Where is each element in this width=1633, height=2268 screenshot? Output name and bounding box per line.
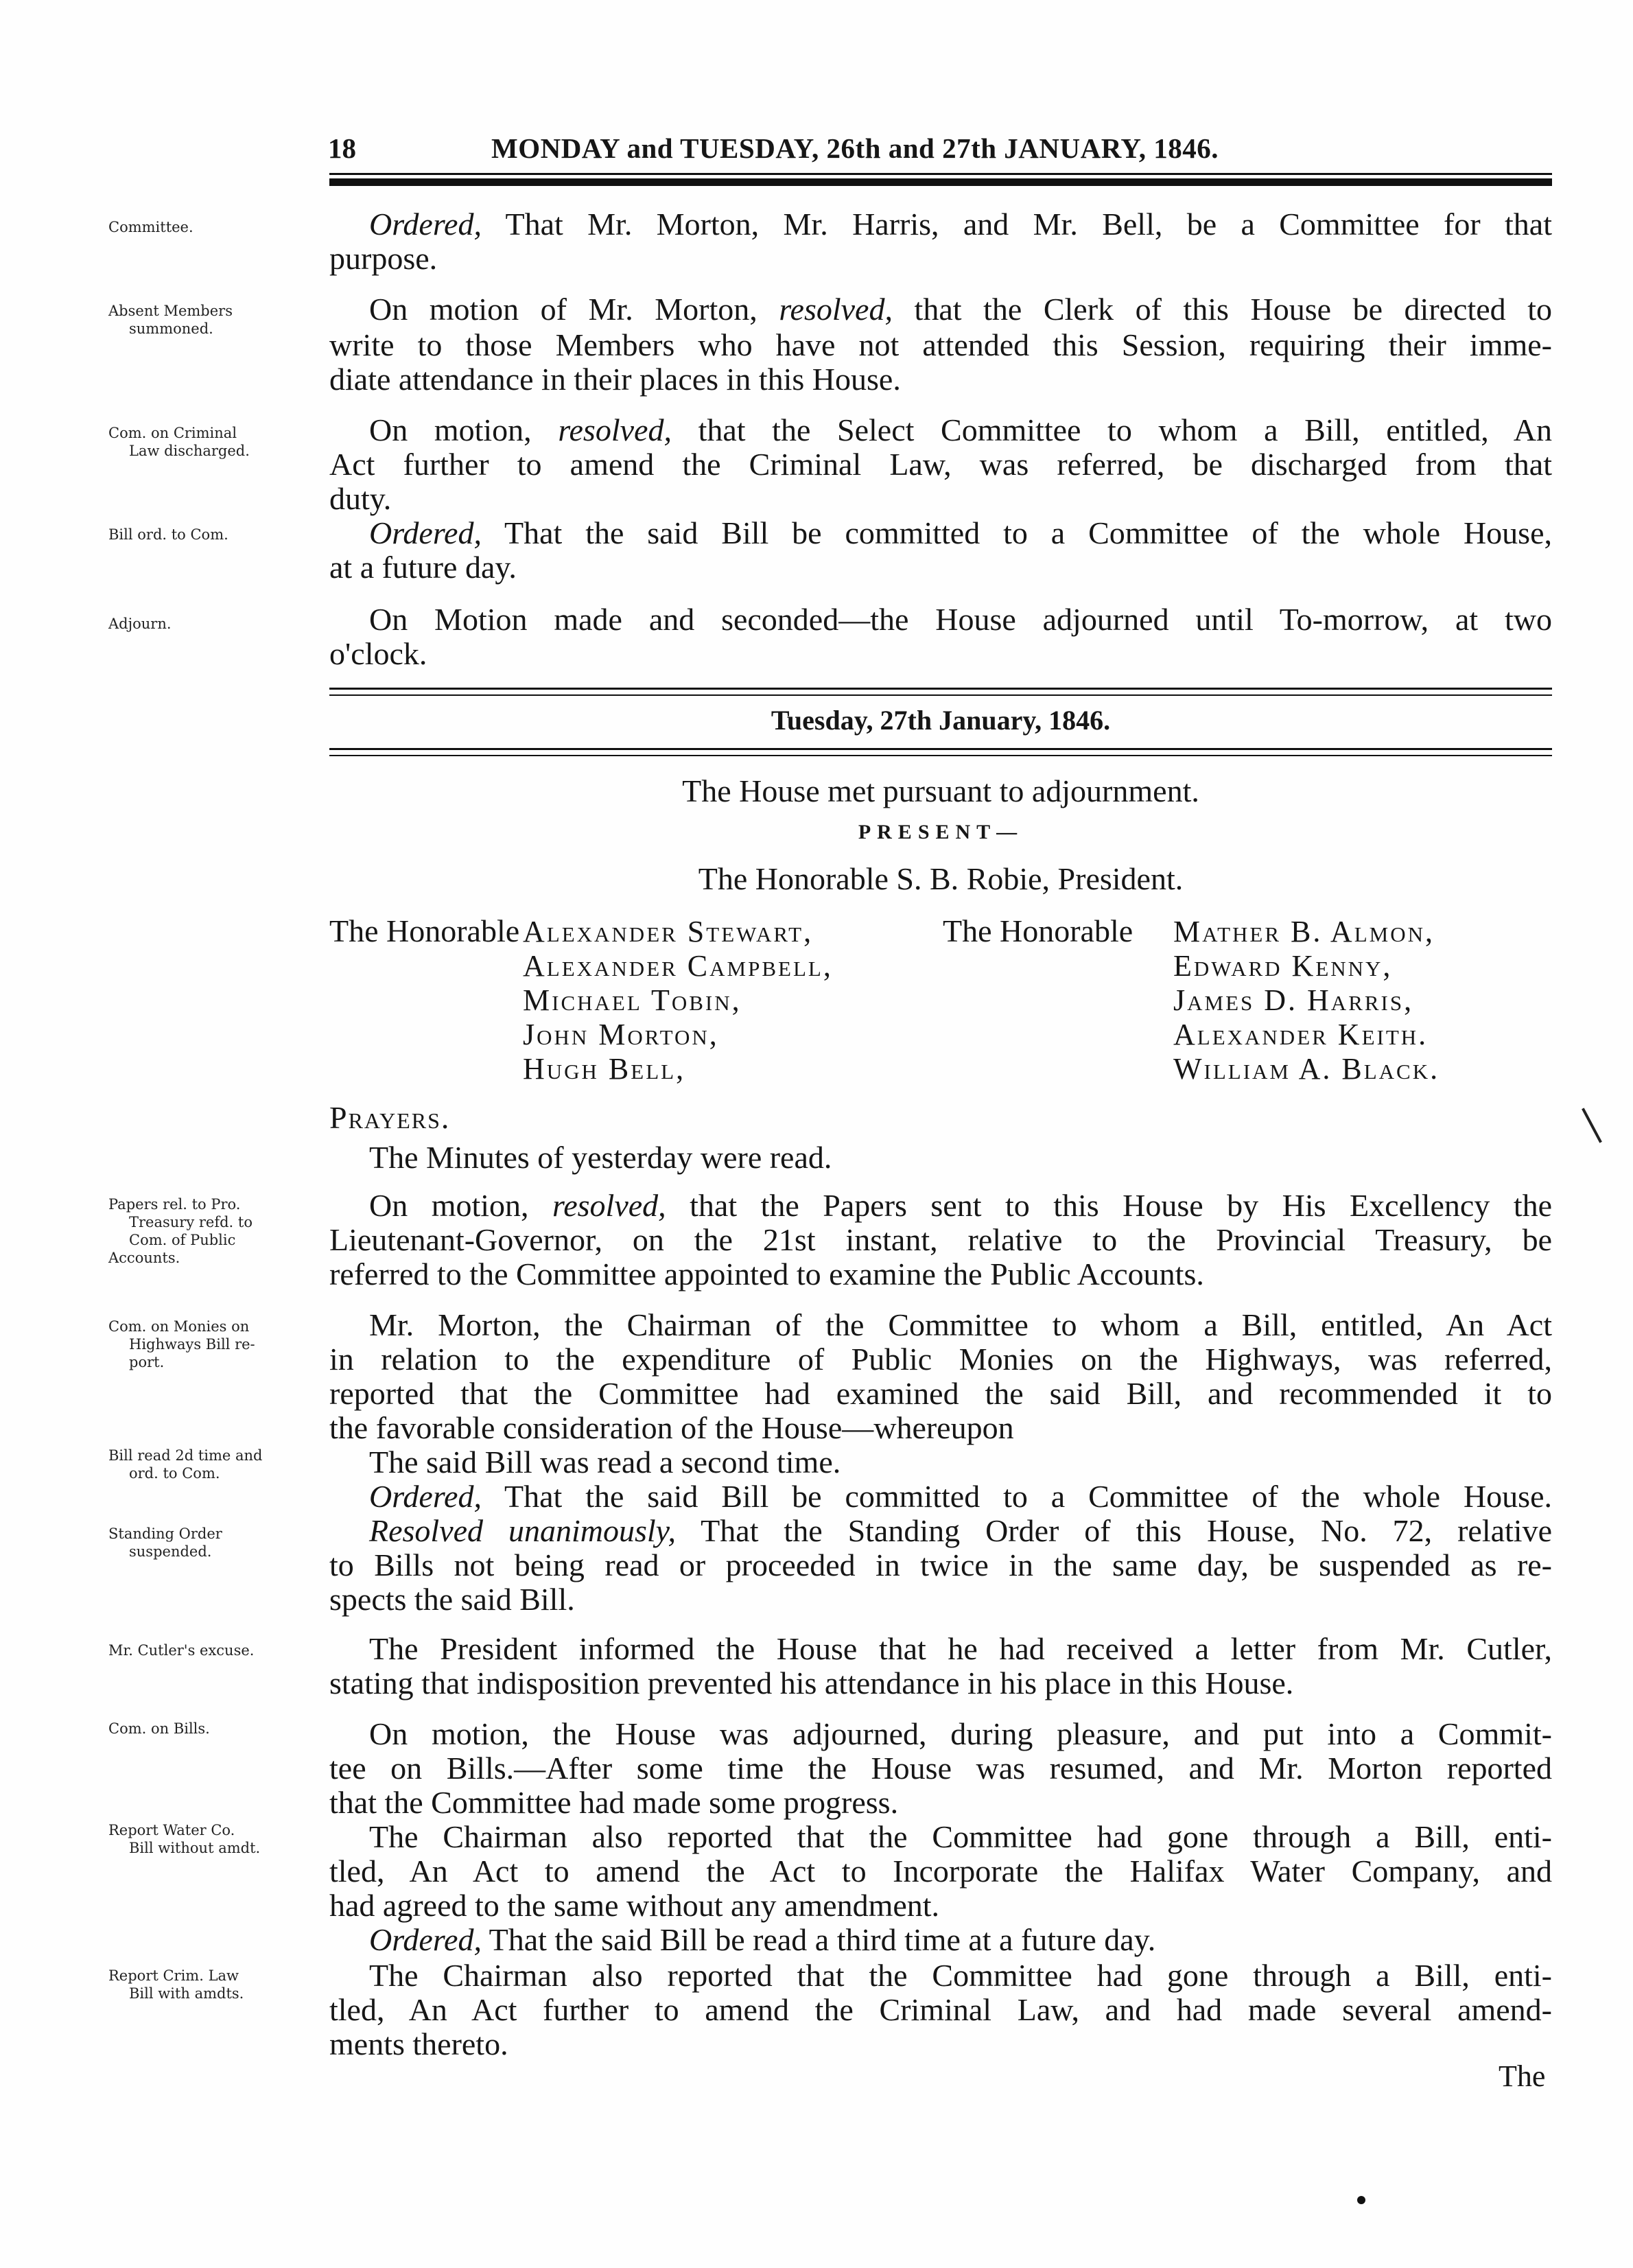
member-right-3: James D. Harris, [1173, 983, 1414, 1017]
catchword: The [1499, 2059, 1546, 2093]
page-number: 18 [328, 132, 356, 164]
margin-note-line: Com. of Public [129, 1232, 236, 1248]
member-left-3: Michael Tobin, [523, 983, 742, 1017]
section-rule-2a [329, 748, 1552, 750]
margin-note-line: port. [129, 1354, 165, 1370]
margin-note-com-bills [108, 1720, 335, 1738]
monday-para-2-line-3: diate attendance in their places in this House. [329, 362, 901, 397]
house-met-line: The House met pursuant to adjournment. [682, 773, 1199, 808]
section-rule-2b [329, 755, 1552, 756]
margin-note-line: Adjourn. [108, 616, 172, 632]
third-reading-line: Ordered, That the said Bill be read a third time at a future day. [369, 1922, 1156, 1957]
margin-note-line: Accounts. [108, 1250, 180, 1266]
monday-para-5-line-2: o'clock. [329, 636, 427, 671]
margin-note-line: Report Crim. Law [108, 1967, 239, 1984]
crim-law-report-line-2: tled, An Act further to amend the Criminal Law, and had made several amend- [329, 1992, 1552, 2027]
monday-para-4-line-1: Ordered, That the said Bill be committed to a Committee of the whole House, [369, 515, 1552, 550]
member-left-4: John Morton, [523, 1018, 719, 1051]
monday-para-2-line-2: write to those Members who have not attended this Session, requiring their imme- [329, 327, 1552, 362]
margin-note-absent-members [108, 302, 335, 338]
com-bills-line-2: tee on Bills.—After some time the House was resumed, and Mr. Morton reported [329, 1751, 1552, 1786]
stray-mark [1582, 1108, 1602, 1143]
crim-law-report-line-1: The Chairman also reported that the Committee had gone through a Bill, enti- [369, 1958, 1552, 1993]
monday-para-2-line-1: On motion of Mr. Morton, resolved, that the Clerk of this House be directed to [369, 292, 1553, 327]
monday-para-3-line-2: Act further to amend the Criminal Law, was referred, be discharged from that [329, 447, 1552, 482]
monday-para-3-line-3: duty. [329, 481, 392, 516]
member-left-1: Alexander Stewart, [523, 915, 814, 948]
margin-note-line: Com. on Criminal [108, 425, 237, 441]
margin-note-papers [108, 1195, 335, 1267]
com-bills-line-3: that the Committee had made some progress. [329, 1785, 899, 1820]
margin-note-bill-ordered [108, 526, 335, 543]
margin-note-line: Bill with amdts. [129, 1985, 244, 2002]
margin-note-line: ord. to Com. [129, 1465, 220, 1482]
papers-para-line-3: referred to the Committee appointed to examine the Public Accounts. [329, 1256, 1204, 1291]
honorable-label-left: The Honorable [329, 913, 520, 948]
margin-note-line: Committee. [108, 219, 193, 235]
standing-order-line-1: Resolved unanimously, That the Standing Order of this House, No. 72, relative [369, 1513, 1552, 1548]
member-right-4: Alexander Keith. [1173, 1018, 1429, 1051]
water-co-line-2: tled, An Act to amend the Act to Incorporate the Halifax Water Company, and [329, 1854, 1552, 1889]
margin-note-line: Absent Members [108, 303, 233, 319]
member-right-5: William A. Black. [1173, 1052, 1440, 1086]
margin-note-adjourn [108, 615, 335, 633]
margin-note-line: Standing Order [108, 1525, 222, 1542]
section-rule-1a [329, 688, 1552, 690]
ink-dot [1357, 2196, 1365, 2204]
margin-note-line: Report Water Co. [108, 1822, 235, 1838]
margin-note-monies-highways [108, 1318, 335, 1371]
margin-note-line: Bill read 2d time and [108, 1447, 263, 1464]
crim-law-report-line-3: ments thereto. [329, 2026, 508, 2061]
margin-note-line: suspended. [129, 1543, 212, 1560]
tuesday-date-heading: Tuesday, 27th January, 1846. [771, 705, 1111, 736]
margin-note-line: Mr. Cutler's excuse. [108, 1642, 255, 1659]
standing-order-line-3: spects the said Bill. [329, 1582, 575, 1617]
margin-note-line: Com. on Bills. [108, 1720, 210, 1737]
margin-note-line: Highways Bill re- [129, 1336, 255, 1353]
papers-para-line-2: Lieutenant-Governor, on the 21st instant, relative to the Provincial Treasury, be [329, 1222, 1552, 1257]
standing-order-line-2: to Bills not being read or proceeded in twice in the same day, be suspended as re- [329, 1547, 1552, 1582]
minutes-read-line: The Minutes of yesterday were read. [369, 1140, 832, 1175]
page-header-title: MONDAY and TUESDAY, 26th and 27th JANUARY, 1846. [491, 132, 1219, 164]
section-rule-1b [329, 694, 1552, 696]
margin-note-line: Bill without amdt. [129, 1840, 261, 1856]
highways-para-line-3: reported that the Committee had examined the said Bill, and recommended it to [329, 1376, 1552, 1411]
member-right-2: Edward Kenny, [1173, 949, 1393, 983]
papers-para-line-1: On motion, resolved, that the Papers sent to this House by His Excellency the [369, 1188, 1553, 1223]
monday-para-1-line-2: purpose. [329, 241, 438, 276]
margin-note-standing-order [108, 1525, 335, 1560]
water-co-line-3: had agreed to the same without any amendment. [329, 1888, 940, 1923]
monday-para-3-line-1: On motion, resolved, that the Select Committee to whom a Bill, entitled, An [369, 412, 1553, 447]
margin-note-criminal-law-report [108, 1967, 335, 2002]
water-co-line-1: The Chairman also reported that the Committee had gone through a Bill, enti- [369, 1819, 1552, 1854]
cutler-line-1: The President informed the House that he had received a letter from Mr. Cutler, [369, 1631, 1552, 1666]
margin-note-water-company [108, 1821, 335, 1857]
monday-para-1-line-1: Ordered, That Mr. Morton, Mr. Harris, and Mr. Bell, be a Committee for that [369, 207, 1552, 242]
highways-para-line-2: in relation to the expenditure of Public Monies on the Highways, was referred, [329, 1342, 1552, 1377]
margin-note-line: Treasury refd. to [129, 1214, 252, 1230]
margin-note-cutler [108, 1641, 335, 1659]
margin-note-line: Law discharged. [129, 443, 250, 459]
margin-note-line: Papers rel. to Pro. [108, 1196, 241, 1213]
present-label: PRESENT— [858, 821, 1024, 843]
honorable-label-right: The Honorable [943, 913, 1133, 948]
president-line: The Honorable S. B. Robie, President. [698, 861, 1184, 896]
committed-line: Ordered, That the said Bill be committed to a Committee of the whole House. [369, 1479, 1552, 1514]
prayers-heading: Prayers. [329, 1100, 451, 1135]
member-left-2: Alexander Campbell, [523, 949, 833, 983]
margin-note-read-second-time [108, 1447, 335, 1482]
com-bills-line-1: On motion, the House was adjourned, during pleasure, and put into a Commit- [369, 1716, 1552, 1751]
cutler-line-2: stating that indisposition prevented his attendance in his place in this House. [329, 1665, 1294, 1700]
highways-para-line-1: Mr. Morton, the Chairman of the Committee to whom a Bill, entitled, An Act [369, 1307, 1552, 1342]
margin-note-line: Com. on Monies on [108, 1318, 250, 1335]
second-reading-line: The said Bill was read a second time. [369, 1445, 841, 1480]
monday-para-4-line-2: at a future day. [329, 550, 517, 585]
member-left-5: Hugh Bell, [523, 1052, 686, 1086]
margin-note-line: summoned. [129, 320, 213, 337]
monday-para-5-line-1: On Motion made and seconded—the House adjourned until To-morrow, at two [369, 602, 1552, 637]
member-right-1: Mather B. Almon, [1173, 915, 1435, 948]
header-rule-thin [329, 173, 1552, 175]
header-rule-thick [329, 178, 1552, 186]
highways-para-line-4: the favorable consideration of the House—whereupon [329, 1410, 1014, 1445]
margin-note-criminal-law [108, 424, 335, 460]
margin-note-committee [108, 218, 335, 236]
margin-note-line: Bill ord. to Com. [108, 526, 228, 543]
